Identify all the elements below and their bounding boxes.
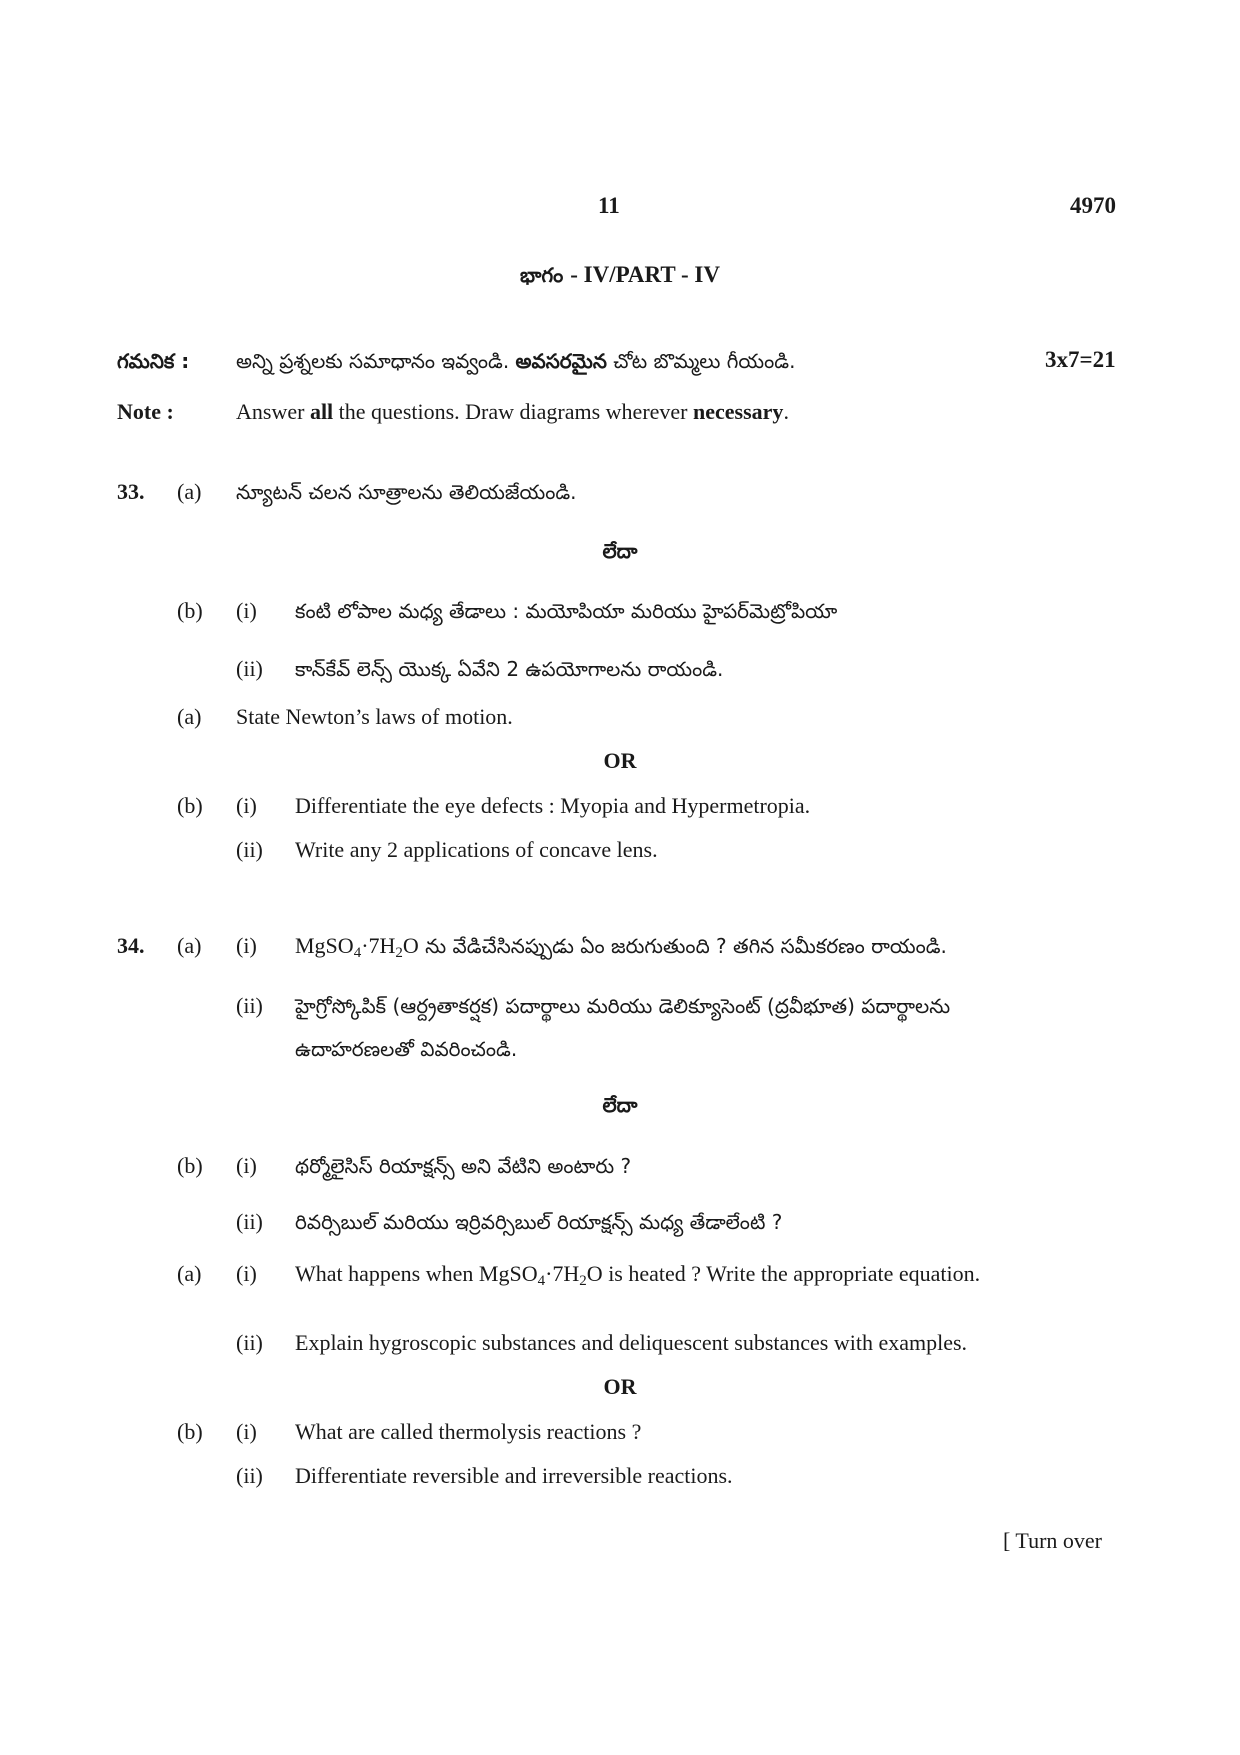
- note-label: Note :: [117, 399, 174, 424]
- marks-scheme: 3x7=21: [1045, 347, 1116, 372]
- q34-b-ii-telugu: రివర్సిబుల్ మరియు ఇర్రివర్సిబుల్ రియాక్షన్స్ మధ్య తేడాలేంటి ?: [295, 1210, 783, 1234]
- q34-en-a-i-label: (i): [236, 1261, 257, 1286]
- q33-b-i-english: Differentiate the eye defects : Myopia and Hypermetropia.: [295, 793, 811, 818]
- or-telugu-33: లేదా: [602, 539, 638, 563]
- q34-a-ii-english: Explain hygroscopic substances and deliquescent substances with examples.: [295, 1330, 968, 1355]
- q33-a-telugu: న్యూటన్ చలన సూత్రాలను తెలియజేయండి.: [236, 480, 577, 504]
- page-number: 11: [598, 193, 620, 218]
- q34-b-i-telugu: థర్మోలైసిస్ రియాక్షన్స్ అని వేటిని అంటారు ?: [295, 1154, 632, 1178]
- turn-over-note: [ Turn over: [1003, 1528, 1103, 1553]
- q34-en-a-ii-label: (ii): [236, 1330, 263, 1355]
- q34-en-a-label: (a): [177, 1261, 202, 1286]
- note-label-telugu: గమనిక :: [117, 349, 190, 373]
- q34-b-ii-label: (ii): [236, 1209, 263, 1234]
- or-english-33: OR: [603, 748, 637, 773]
- or-telugu-34: లేదా: [602, 1093, 638, 1117]
- q34-b-ii-english: Differentiate reversible and irreversible reactions.: [295, 1463, 733, 1488]
- q34-b-i-english: What are called thermolysis reactions ?: [295, 1419, 642, 1444]
- section-title-english: - IV/PART - IV: [570, 262, 720, 287]
- section-title: [420, 262, 820, 292]
- q34-a-i-telugu: $MgSO_4\cdot 7H_2O$ ను వేడిచేసినప్పుడు ఏం జరుగుతుంది ? తగిన సమీకరణం రాయండి.: [295, 933, 947, 961]
- q33-b-i-label: (i): [236, 598, 257, 623]
- question-number-34: 34.: [117, 933, 145, 958]
- q34-en-b-label: (b): [177, 1419, 203, 1444]
- formula-mg: MgSO: [295, 933, 354, 958]
- q33-b-ii-telugu: కాన్‌కేవ్ లెన్స్ యొక్క ఏవేని 2 ఉపయోగాలను రాయండి.: [295, 657, 724, 681]
- q34-a-ii-label: (ii): [236, 993, 263, 1018]
- q33-b-ii-label: (ii): [236, 656, 263, 681]
- q33-b-ii-english: Write any 2 applications of concave lens.: [295, 837, 658, 862]
- q34-b-i-label: (i): [236, 1153, 257, 1178]
- q33-en-b-ii-label: (ii): [236, 837, 263, 862]
- q34-option-b-label: (b): [177, 1153, 203, 1178]
- q33-en-b-i-label: (i): [236, 793, 257, 818]
- or-english-34: OR: [603, 1374, 637, 1399]
- q34-a-i-label: (i): [236, 933, 257, 958]
- note-text-english: Answer all the questions. Draw diagrams wherever necessary.: [236, 399, 789, 424]
- q33-option-a-label: (a): [177, 479, 202, 504]
- q33-option-b-label: (b): [177, 598, 203, 623]
- q34-a-ii-telugu-line2: ఉదాహరణలతో వివరించండి.: [295, 1037, 518, 1061]
- q34-a-ii-telugu-line1: హైగ్రోస్కోపిక్ (ఆర్ద్రతాకర్షక) పదార్థాలు మరియు డెలిక్యూసెంట్ (ద్రవీభూత) పదార్థాలను: [295, 994, 951, 1018]
- q34-a-i-english: What happens when $MgSO_4\cdot 7H_2O$ is heated ? Write the appropriate equation.: [295, 1261, 981, 1289]
- paper-code: 4970: [1070, 193, 1116, 218]
- q34-en-b-ii-label: (ii): [236, 1463, 263, 1488]
- q33-b-i-telugu: కంటి లోపాల మధ్య తేడాలు : మయోపియా మరియు హైపర్‌మెట్రోపియా: [295, 599, 838, 623]
- q34-en-b-i-label: (i): [236, 1419, 257, 1444]
- q34-option-a-label: (a): [177, 933, 202, 958]
- question-number-33: 33.: [117, 479, 145, 504]
- section-title-telugu: భాగం: [520, 263, 571, 287]
- note-text-telugu: అన్ని ప్రశ్నలకు సమాధానం ఇవ్వండి. అవసరమైన చోట బొమ్మలు గీయండి.: [236, 349, 796, 373]
- q33-en-b-label: (b): [177, 793, 203, 818]
- q33-en-a-label: (a): [177, 704, 202, 729]
- q33-a-english: State Newton’s laws of motion.: [236, 704, 513, 729]
